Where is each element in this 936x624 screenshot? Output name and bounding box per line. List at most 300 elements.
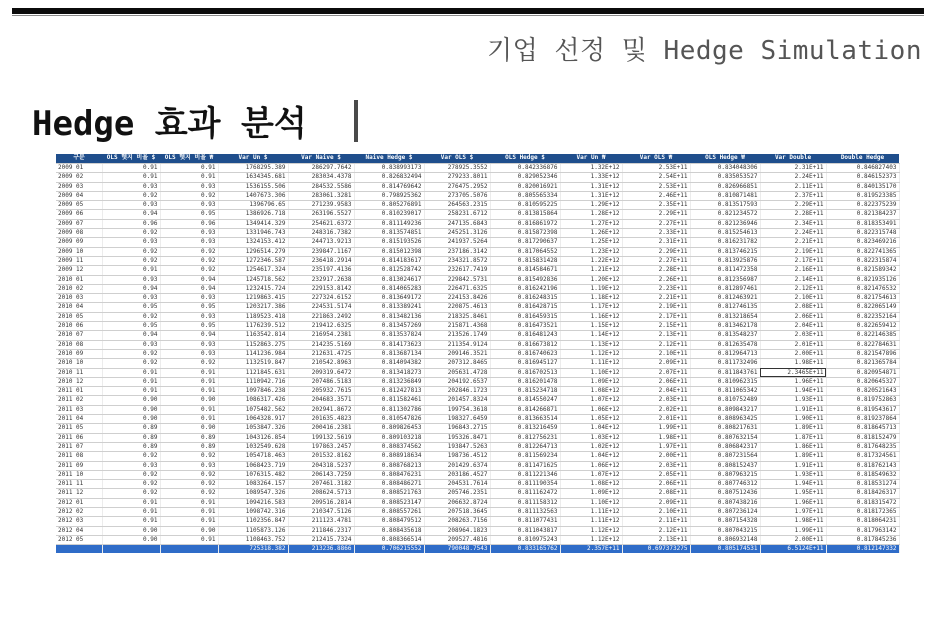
table-cell: 1.11E+12: [560, 507, 622, 516]
table-cell: 0.842336876: [490, 164, 560, 173]
total-cell: [160, 545, 218, 554]
table-cell: 0.93: [160, 182, 218, 191]
table-cell: 0.91: [160, 387, 218, 396]
table-cell: 0.817963142: [826, 526, 899, 535]
table-cell: 2.00E+11: [622, 452, 690, 461]
table-cell: 0.818152479: [826, 433, 899, 442]
table-cell: 2.14E+11: [760, 275, 826, 284]
table-cell: 218325.8461: [424, 312, 490, 321]
table-cell: 0.808476231: [354, 470, 424, 479]
table-row: [56, 433, 899, 442]
table-cell: 0.822146385: [826, 331, 899, 340]
table-cell: 0.813462178: [690, 322, 760, 331]
table-cell: 0.90: [102, 526, 160, 535]
column-header: OLS Hedge ₩: [690, 154, 760, 164]
table-cell: 0.816231782: [690, 238, 760, 247]
table-cell: 2009 03: [56, 182, 102, 191]
table-cell: 0.95: [160, 210, 218, 219]
table-cell: 1.04E+12: [560, 452, 622, 461]
table-cell: 224531.5174: [288, 303, 354, 312]
table-cell: 1.23E+12: [560, 247, 622, 256]
table-cell: 0.808152437: [690, 461, 760, 470]
table-cell: 2.46E+11: [622, 191, 690, 200]
table-cell: 0.811077431: [490, 517, 560, 526]
table-cell: 2.15E+11: [622, 322, 690, 331]
table-cell: 0.808366514: [354, 535, 424, 544]
table-cell: 0.92: [102, 191, 160, 200]
table-cell: 0.820954871: [826, 368, 899, 377]
table-cell: 279233.8011: [424, 173, 490, 182]
table-cell: 199132.5619: [288, 433, 354, 442]
table-cell: 207518.3645: [424, 507, 490, 516]
column-header: OLS 헷지 비율 ₩: [160, 154, 218, 164]
table-row: [56, 396, 899, 405]
table-cell: 0.809103218: [354, 433, 424, 442]
table-cell: 0.91: [160, 498, 218, 507]
table-row: [56, 229, 899, 238]
table-cell: 0.815193526: [354, 238, 424, 247]
table-cell: 2.54E+11: [622, 173, 690, 182]
table-cell: 1176239.512: [218, 322, 288, 331]
table-cell: 1.10E+12: [560, 368, 622, 377]
table-cell: 0.811065342: [690, 387, 760, 396]
table-cell: 1.13E+12: [560, 340, 622, 349]
table-cell: 0.93: [102, 238, 160, 247]
table-cell: 1245718.562: [218, 275, 288, 284]
table-cell: 0.813457269: [354, 322, 424, 331]
table-cell: 1.15E+12: [560, 322, 622, 331]
table-cell: 0.814173623: [354, 340, 424, 349]
table-cell: 0.811732496: [690, 359, 760, 368]
table-cell: 0.805276891: [354, 201, 424, 210]
table-cell: 2009 05: [56, 201, 102, 210]
table-cell: 0.94: [102, 331, 160, 340]
table-row: [56, 359, 899, 368]
table-cell: 2.29E+11: [622, 247, 690, 256]
table-cell: 1086317.426: [218, 396, 288, 405]
table-cell: 1.07E+12: [560, 396, 622, 405]
table-cell: 1.14E+12: [560, 331, 622, 340]
table-cell: 0.91: [160, 368, 218, 377]
table-cell: 0.829052346: [490, 173, 560, 182]
table-cell: 0.92: [160, 256, 218, 265]
table-cell: 2.35E+11: [622, 201, 690, 210]
table-cell: 0.806842317: [690, 442, 760, 451]
table-cell: 219412.6325: [288, 322, 354, 331]
table-cell: 203186.4527: [424, 470, 490, 479]
table-cell: 2.16E+11: [760, 266, 826, 275]
table-row: [56, 424, 899, 433]
table-cell: 0.811162472: [490, 489, 560, 498]
table-cell: 2010 08: [56, 340, 102, 349]
table-cell: 239847.1167: [288, 247, 354, 256]
table-cell: 0.813418273: [354, 368, 424, 377]
table-cell: 1203217.386: [218, 303, 288, 312]
table-cell: 0.812264713: [490, 442, 560, 451]
table-cell: 1407673.306: [218, 191, 288, 200]
table-cell: 229842.5731: [424, 275, 490, 284]
table-cell: 2.11E+11: [760, 182, 826, 191]
table-cell: 1396796.65: [218, 201, 288, 210]
table-cell: 2010 12: [56, 377, 102, 386]
table-cell: 0.91: [160, 164, 218, 173]
table-cell: 2.29E+11: [760, 201, 826, 210]
table-cell: 0.813574851: [354, 229, 424, 238]
table-cell: 1.96E+11: [760, 377, 826, 386]
table-cell: 1331946.743: [218, 229, 288, 238]
table-cell: 221863.2492: [288, 312, 354, 321]
table-cell: 1.05E+12: [560, 415, 622, 424]
table-cell: 0.810975243: [490, 535, 560, 544]
table-cell: 1083264.157: [218, 480, 288, 489]
table-cell: 0.814094382: [354, 359, 424, 368]
table-cell: 1.19E+12: [560, 284, 622, 293]
table-row: [56, 340, 899, 349]
selected-cell[interactable]: 2.3465E+11: [760, 368, 826, 377]
table-cell: 212415.7324: [288, 535, 354, 544]
total-cell: 2.357E+11: [560, 545, 622, 554]
table-cell: 0.816242196: [490, 284, 560, 293]
table-cell: 1.86E+11: [760, 442, 826, 451]
table-cell: 1768295.389: [218, 164, 288, 173]
table-row: [56, 275, 899, 284]
table-cell: 271239.9583: [288, 201, 354, 210]
table-cell: 1108463.752: [218, 535, 288, 544]
table-cell: 198736.4512: [424, 452, 490, 461]
table-cell: 0.807231564: [690, 452, 760, 461]
table-cell: 2010 04: [56, 303, 102, 312]
total-cell: 0.697373275: [622, 545, 690, 554]
table-row: [56, 331, 899, 340]
table-cell: 2.06E+11: [622, 480, 690, 489]
table-cell: 0.91: [160, 405, 218, 414]
table-cell: 0.96: [160, 219, 218, 228]
table-cell: 2009 06: [56, 210, 102, 219]
table-cell: 1.26E+12: [560, 229, 622, 238]
table-cell: 205932.7615: [288, 387, 354, 396]
table-cell: 1132519.847: [218, 359, 288, 368]
table-cell: 1.06E+12: [560, 405, 622, 414]
table-row: [56, 517, 899, 526]
table-cell: 2011 03: [56, 405, 102, 414]
table-cell: 207461.3182: [288, 480, 354, 489]
table-cell: 1.97E+11: [622, 442, 690, 451]
table-cell: 2009 12: [56, 266, 102, 275]
table-cell: 2.19E+11: [760, 247, 826, 256]
total-cell: [56, 545, 102, 554]
table-cell: 0.816740623: [490, 349, 560, 358]
table-cell: 0.818645713: [826, 424, 899, 433]
table-cell: 211846.2317: [288, 526, 354, 535]
table-cell: 2011 06: [56, 433, 102, 442]
table-cell: 1053847.326: [218, 424, 288, 433]
table-cell: 258231.6712: [424, 210, 490, 219]
table-cell: 1.29E+12: [560, 201, 622, 210]
table-cell: 1.25E+12: [560, 238, 622, 247]
table-cell: 0.807043215: [690, 526, 760, 535]
table-cell: 286297.7642: [288, 164, 354, 173]
table-cell: 1.98E+11: [760, 517, 826, 526]
table-cell: 205631.4728: [424, 368, 490, 377]
table-cell: 0.90: [160, 396, 218, 405]
table-cell: 0.808374562: [354, 442, 424, 451]
table-cell: 0.89: [160, 442, 218, 451]
table-cell: 2.28E+11: [622, 266, 690, 275]
table-cell: 0.90: [102, 415, 160, 424]
table-cell: 0.814065283: [354, 284, 424, 293]
table-cell: 0.822315874: [826, 256, 899, 265]
table-cell: 0.812746135: [690, 303, 760, 312]
table-cell: 1075482.562: [218, 405, 288, 414]
table-cell: 1189523.418: [218, 312, 288, 321]
table-cell: 1.32E+12: [560, 164, 622, 173]
table-cell: 0.815254613: [690, 229, 760, 238]
table-cell: 0.813663514: [490, 415, 560, 424]
column-header: Double Hedge: [826, 154, 899, 164]
table-cell: 2011 12: [56, 489, 102, 498]
table-row: [56, 312, 899, 321]
table-cell: 2.11E+11: [622, 517, 690, 526]
table-cell: 0.798925362: [354, 191, 424, 200]
table-cell: 1076315.482: [218, 470, 288, 479]
table-cell: 1.93E+11: [760, 396, 826, 405]
table-cell: 2.00E+11: [760, 349, 826, 358]
table-cell: 2.00E+11: [760, 535, 826, 544]
table-cell: 0.89: [160, 433, 218, 442]
table-cell: 2010 09: [56, 349, 102, 358]
table-cell: 0.811843761: [690, 368, 760, 377]
table-cell: 1094216.583: [218, 498, 288, 507]
table-cell: 197863.2457: [288, 442, 354, 451]
table-cell: 1.99E+11: [622, 424, 690, 433]
table-cell: 0.821589342: [826, 266, 899, 275]
table-cell: 0.816428715: [490, 303, 560, 312]
table-cell: 1.95E+11: [760, 489, 826, 498]
table-cell: 0.822741365: [826, 247, 899, 256]
table-cell: 0.810752489: [690, 396, 760, 405]
table-cell: 2012 05: [56, 535, 102, 544]
table-cell: 0.92: [102, 312, 160, 321]
table-cell: 2010 05: [56, 312, 102, 321]
table-cell: 2.08E+11: [622, 489, 690, 498]
table-cell: 208964.1823: [424, 526, 490, 535]
table-cell: 0.818064231: [826, 517, 899, 526]
table-cell: 202941.8672: [288, 405, 354, 414]
table-cell: 232917.2638: [288, 275, 354, 284]
table-cell: 0.808768213: [354, 461, 424, 470]
table-cell: 0.814550247: [490, 396, 560, 405]
table-row: [56, 349, 899, 358]
table-cell: 0.89: [102, 433, 160, 442]
table-cell: 0.816481243: [490, 331, 560, 340]
table-cell: 2011 01: [56, 387, 102, 396]
table-cell: 0.838993173: [354, 164, 424, 173]
table-cell: 2.12E+11: [760, 284, 826, 293]
table-cell: 0.91: [102, 368, 160, 377]
table-cell: 2011 07: [56, 442, 102, 451]
table-cell: 199754.3618: [424, 405, 490, 414]
table-cell: 1.09E+12: [560, 489, 622, 498]
table-cell: 0.807438216: [690, 498, 760, 507]
table-cell: 1.21E+12: [560, 266, 622, 275]
table-cell: 196843.2715: [424, 424, 490, 433]
table-row: [56, 526, 899, 535]
table-cell: 0.91: [160, 377, 218, 386]
table-cell: 1.87E+11: [760, 433, 826, 442]
table-cell: 0.821234572: [690, 210, 760, 219]
table-cell: 0.92: [160, 489, 218, 498]
table-cell: 2.13E+11: [622, 535, 690, 544]
table-cell: 0.809826453: [354, 424, 424, 433]
table-cell: 0.810871481: [690, 191, 760, 200]
table-cell: 0.816459315: [490, 312, 560, 321]
table-cell: 0.821547896: [826, 349, 899, 358]
table-cell: 283061.3281: [288, 191, 354, 200]
column-header: Var Double: [760, 154, 826, 164]
table-cell: 2.03E+11: [622, 461, 690, 470]
table-cell: 0.95: [160, 303, 218, 312]
table-cell: 2010 07: [56, 331, 102, 340]
table-cell: 0.811569234: [490, 452, 560, 461]
table-cell: 0.91: [102, 377, 160, 386]
table-cell: 0.816861972: [490, 219, 560, 228]
table-cell: 1.33E+12: [560, 173, 622, 182]
table-cell: 193847.5263: [424, 442, 490, 451]
table-cell: 201429.6374: [424, 461, 490, 470]
table-cell: 0.811471625: [490, 461, 560, 470]
table-row: [56, 303, 899, 312]
table-cell: 0.815492836: [490, 275, 560, 284]
table-cell: 0.92: [160, 266, 218, 275]
table-cell: 0.92: [102, 229, 160, 238]
table-cell: 213526.1749: [424, 331, 490, 340]
table-cell: 210347.5126: [288, 507, 354, 516]
table-cell: 0.93: [160, 349, 218, 358]
table-cell: 1.12E+12: [560, 535, 622, 544]
table-cell: 2009 04: [56, 191, 102, 200]
slide-subtitle: 기업 선정 및 Hedge Simulation: [487, 36, 922, 66]
table-cell: 0.810962315: [690, 377, 760, 386]
table-cell: 2.24E+11: [760, 173, 826, 182]
table-cell: 0.813517593: [690, 201, 760, 210]
table-cell: 0.807154328: [690, 517, 760, 526]
table-cell: 0.807632154: [690, 433, 760, 442]
table-cell: 0.808479512: [354, 517, 424, 526]
table-cell: 0.92: [102, 480, 160, 489]
table-cell: 208263.7156: [424, 517, 490, 526]
table-cell: 2.01E+11: [622, 415, 690, 424]
table-cell: 2009 07: [56, 219, 102, 228]
table-cell: 0.814183617: [354, 256, 424, 265]
table-cell: 2011 04: [56, 415, 102, 424]
table-cell: 2.19E+11: [622, 303, 690, 312]
table-cell: 0.815831428: [490, 256, 560, 265]
table-cell: 0.91: [102, 164, 160, 173]
table-cell: 0.94: [160, 331, 218, 340]
table-cell: 2.04E+11: [622, 387, 690, 396]
table-cell: 273705.5076: [424, 191, 490, 200]
table-cell: 264563.2315: [424, 201, 490, 210]
table-cell: 0.812427813: [354, 387, 424, 396]
table-cell: 1.03E+12: [560, 433, 622, 442]
table-cell: 0.821476532: [826, 284, 899, 293]
table-cell: 0.807746312: [690, 480, 760, 489]
table-cell: 0.814266871: [490, 405, 560, 414]
table-cell: 1.06E+12: [560, 461, 622, 470]
table-cell: 0.812756231: [490, 433, 560, 442]
table-cell: 236418.2914: [288, 256, 354, 265]
table-row: [56, 470, 899, 479]
table-totals-row: [56, 545, 899, 554]
table-cell: 1219863.415: [218, 294, 288, 303]
table-cell: 2.03E+11: [760, 331, 826, 340]
table-cell: 0.807512436: [690, 489, 760, 498]
table-cell: 2.06E+11: [760, 312, 826, 321]
table-cell: 2009 02: [56, 173, 102, 182]
table-cell: 1043126.854: [218, 433, 288, 442]
table-cell: 1.11E+12: [560, 359, 622, 368]
table-cell: 2.28E+11: [760, 210, 826, 219]
table-cell: 2009 01: [56, 164, 102, 173]
table-cell: 2.17E+11: [760, 256, 826, 265]
table-cell: 229153.8142: [288, 284, 354, 293]
table-cell: 0.93: [102, 275, 160, 284]
table-row: [56, 461, 899, 470]
table-cell: 0.808435618: [354, 526, 424, 535]
table-cell: 0.812964713: [690, 349, 760, 358]
table-cell: 1386926.718: [218, 210, 288, 219]
table-cell: 1054718.463: [218, 452, 288, 461]
table-cell: 2.31E+11: [622, 238, 690, 247]
table-cell: 1068423.719: [218, 461, 288, 470]
table-cell: 0.813236849: [354, 377, 424, 386]
table-cell: 2012 04: [56, 526, 102, 535]
table-cell: 0.811190354: [490, 480, 560, 489]
table-cell: 247135.6843: [424, 219, 490, 228]
table-cell: 1.94E+11: [760, 387, 826, 396]
table-cell: 211123.4781: [288, 517, 354, 526]
table-cell: 1.17E+12: [560, 303, 622, 312]
table-cell: 2.12E+11: [622, 340, 690, 349]
table-cell: 232617.7419: [424, 266, 490, 275]
table-cell: 2011 11: [56, 480, 102, 489]
table-cell: 0.93: [102, 182, 160, 191]
total-cell: 0.833165762: [490, 545, 560, 554]
table-cell: 0.93: [160, 201, 218, 210]
table-row: [56, 201, 899, 210]
table-cell: 206143.7259: [288, 470, 354, 479]
table-cell: 1.89E+11: [760, 452, 826, 461]
table-cell: 206632.8724: [424, 498, 490, 507]
table-cell: 0.93: [102, 294, 160, 303]
table-cell: 1536155.506: [218, 182, 288, 191]
table-cell: 2.09E+11: [622, 359, 690, 368]
column-header: Var Un ₩: [560, 154, 622, 164]
table-cell: 0.823469216: [826, 238, 899, 247]
table-cell: 2011 10: [56, 470, 102, 479]
table-cell: 0.93: [160, 461, 218, 470]
table-cell: 0.817290637: [490, 238, 560, 247]
table-cell: 0.805565334: [490, 191, 560, 200]
table-cell: 201532.8162: [288, 452, 354, 461]
column-header: Var Naive $: [288, 154, 354, 164]
table-cell: 2011 05: [56, 424, 102, 433]
table-cell: 2011 08: [56, 452, 102, 461]
table-cell: 0.92: [160, 191, 218, 200]
table-cell: 283034.4378: [288, 173, 354, 182]
table-cell: 0.818549632: [826, 470, 899, 479]
title-accent-bar: [354, 100, 358, 142]
